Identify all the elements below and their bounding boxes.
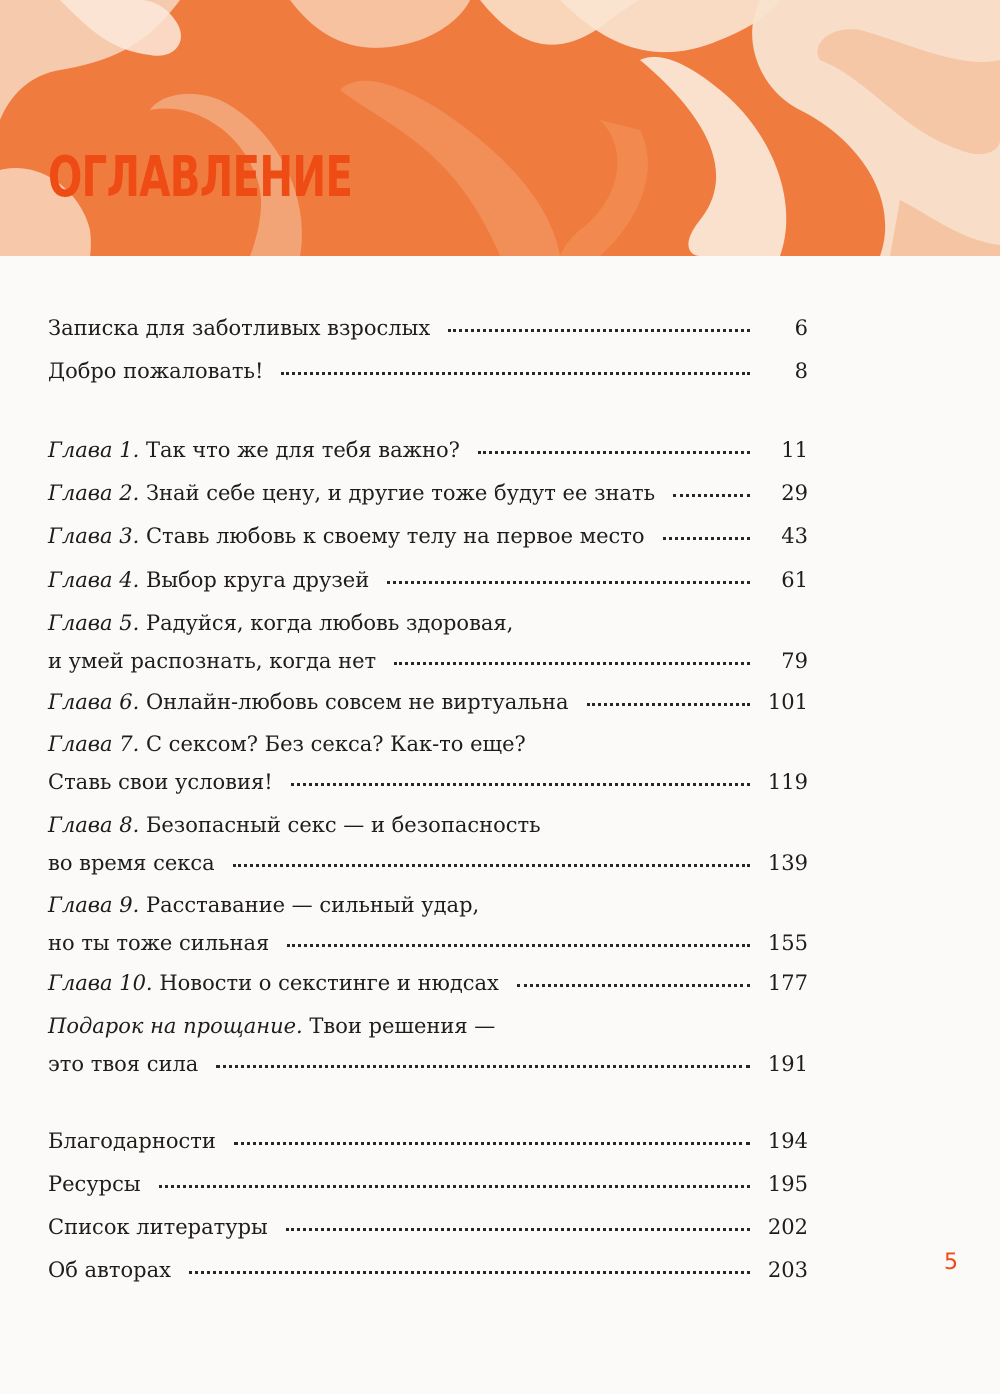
entry-title: Расставание — сильный удар,	[145, 893, 480, 917]
page-number: 194	[767, 1129, 808, 1153]
chapter-label: Глава 7.	[48, 732, 140, 756]
entry-title-continued: Ставь свои условия!	[48, 770, 273, 794]
dot-leader	[394, 659, 750, 665]
toc-entry-back-2[interactable]	[48, 1162, 808, 1196]
entry-title: Ставь любовь к своему телу на первое место	[145, 524, 645, 548]
toc-entry-back-1[interactable]	[48, 1119, 808, 1153]
entry-title: Онлайн-любовь совсем не виртуальна	[145, 690, 569, 714]
page-number: 29	[781, 481, 808, 505]
page-number: 8	[794, 359, 808, 383]
page-number: 177	[767, 971, 808, 995]
entry-title: Новости о секстинге и нюдсах	[159, 971, 499, 995]
chapter-label: Глава 9.	[48, 893, 140, 917]
dot-leader	[281, 369, 750, 375]
entry-title: Благодарности	[48, 1129, 216, 1153]
dot-leader	[663, 534, 750, 540]
dot-leader	[673, 491, 750, 497]
entry-title-continued: во время секса	[48, 851, 215, 875]
page-number: 43	[781, 524, 808, 548]
dot-leader	[387, 578, 750, 584]
entry-title: Так что же для тебя важно?	[145, 438, 460, 462]
entry-title-continued: и умей распознать, когда нет	[48, 649, 377, 673]
entry-title: Об авторах	[48, 1258, 171, 1282]
page-number: 139	[767, 851, 808, 875]
entry-title: Безопасный секс — и безопасность	[145, 813, 541, 837]
entry-title: Радуйся, когда любовь здоровая,	[145, 611, 514, 635]
entry-title: Твои решения —	[309, 1014, 496, 1038]
chapter-label: Глава 10.	[48, 971, 153, 995]
dot-leader	[286, 1225, 750, 1231]
entry-title-continued: это твоя сила	[48, 1052, 199, 1076]
dot-leader	[291, 780, 750, 786]
dot-leader	[233, 861, 750, 867]
page-folio-number: 5	[944, 1250, 958, 1275]
toc-entry-chapter-2[interactable]	[48, 471, 808, 505]
entry-title: Записка для заботливых взрослых	[48, 316, 431, 340]
toc-entry-chapter-6[interactable]	[48, 680, 808, 714]
toc-entry-chapter-7[interactable]	[48, 722, 808, 794]
toc-entry-chapter-1[interactable]	[48, 428, 808, 462]
page-number: 191	[767, 1052, 808, 1076]
page-number: 202	[767, 1215, 808, 1239]
page-number: 119	[767, 770, 808, 794]
toc-entry-back-4[interactable]	[48, 1248, 808, 1282]
dot-leader	[478, 448, 750, 454]
dot-leader	[234, 1139, 750, 1145]
page-number: 61	[781, 568, 808, 592]
dot-leader	[159, 1182, 750, 1188]
toc-entry-back-3[interactable]	[48, 1205, 808, 1239]
page-number: 101	[767, 690, 808, 714]
toc-entry-chapter-9[interactable]	[48, 883, 808, 955]
chapter-label: Глава 3.	[48, 524, 140, 548]
toc-entry-front-1[interactable]	[48, 306, 808, 340]
entry-title: Выбор круга друзей	[145, 568, 370, 592]
page-number: 11	[781, 438, 808, 462]
chapter-label: Подарок на прощание.	[48, 1014, 303, 1038]
page-title: ОГЛАВЛЕНИЕ	[48, 145, 353, 210]
entry-title: Знай себе цену, и другие тоже будут ее знать	[145, 481, 656, 505]
dot-leader	[587, 700, 750, 706]
dot-leader	[517, 981, 750, 987]
page-number: 155	[767, 931, 808, 955]
dot-leader	[287, 941, 750, 947]
entry-title: С сексом? Без секса? Как-то еще?	[145, 732, 526, 756]
chapter-label: Глава 4.	[48, 568, 140, 592]
chapter-label: Глава 5.	[48, 611, 140, 635]
toc-entry-chapter-4[interactable]	[48, 558, 808, 592]
toc-entry-chapter-8[interactable]	[48, 803, 808, 875]
entry-title: Добро пожаловать!	[48, 359, 264, 383]
toc-entry-chapter-3[interactable]	[48, 514, 808, 548]
page-number: 6	[794, 316, 808, 340]
toc-entry-farewell[interactable]	[48, 1004, 808, 1076]
entry-title-continued: но ты тоже сильная	[48, 931, 270, 955]
chapter-label: Глава 1.	[48, 438, 140, 462]
chapter-label: Глава 8.	[48, 813, 140, 837]
chapter-label: Глава 2.	[48, 481, 140, 505]
dot-leader	[216, 1062, 750, 1068]
toc-entry-chapter-10[interactable]	[48, 961, 808, 995]
entry-title: Список литературы	[48, 1215, 268, 1239]
page-number: 203	[767, 1258, 808, 1282]
page-number: 79	[781, 649, 808, 673]
dot-leader	[189, 1268, 750, 1274]
page-number: 195	[767, 1172, 808, 1196]
entry-title: Ресурсы	[48, 1172, 141, 1196]
toc-entry-front-2[interactable]	[48, 349, 808, 383]
toc-entry-chapter-5[interactable]	[48, 601, 808, 673]
chapter-label: Глава 6.	[48, 690, 140, 714]
dot-leader	[448, 326, 750, 332]
